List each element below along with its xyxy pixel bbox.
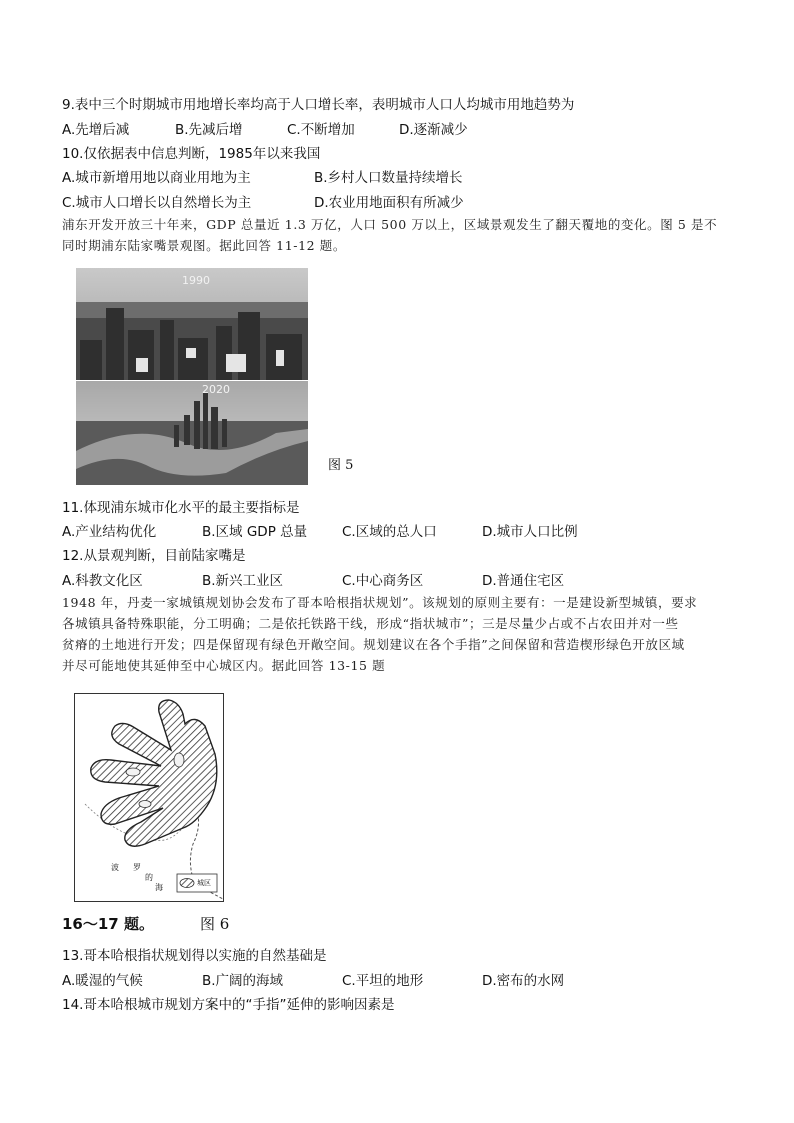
option-b: B.广阔的海域: [202, 973, 284, 989]
question-11-stem: 11.体现浦东城市化水平的最主要指标是: [62, 500, 300, 516]
sea-label-char: 的: [145, 873, 153, 882]
passage-line: 并尽可能地使其延伸至中心城区内。据此回答 13-15 题: [62, 658, 386, 673]
figure-6-caption: 图 6: [200, 915, 230, 933]
option-a: A.暖湿的气候: [62, 973, 143, 989]
option-d: D.农业用地面积有所减少: [314, 195, 464, 211]
finger-plan-map: [74, 693, 224, 902]
question-11-options: [62, 520, 762, 540]
option-b: B.先减后增: [175, 122, 243, 138]
option-d: D.逐渐减少: [399, 122, 468, 138]
legend-label: 城区: [197, 879, 211, 887]
sea-label-char: 海: [155, 883, 163, 892]
overlap-note: 16～17 题。: [62, 915, 154, 933]
option-b: B.区域 GDP 总量: [202, 524, 308, 540]
option-a: A.产业结构优化: [62, 524, 157, 540]
question-13-options: [62, 969, 762, 989]
option-c: C.城市人口增长以自然增长为主: [62, 195, 252, 211]
passage-pudong: [62, 214, 732, 256]
option-d: D.城市人口比例: [482, 524, 578, 540]
option-c: C.区域的总人口: [342, 524, 437, 540]
sea-label-char: 罗: [133, 863, 141, 872]
question-10-options-row2: [62, 191, 762, 211]
option-d: D.密布的水网: [482, 973, 565, 989]
photo-pudong-2020: [76, 381, 308, 485]
option-c: C.中心商务区: [342, 573, 424, 589]
passage-line: 同时期浦东陆家嘴景观图。据此回答 11-12 题。: [62, 238, 346, 253]
question-14-stem: 14.哥本哈根城市规划方案中的“手指”延伸的影响因素是: [62, 997, 395, 1013]
figure-5-caption: 图 5: [328, 458, 354, 473]
option-b: B.新兴工业区: [202, 573, 284, 589]
passage-line: 浦东开发开放三十年来，GDP 总量近 1.3 万亿，人口 500 万以上，区域景观发生了翻天覆地的变化。图 5 是不: [62, 217, 718, 232]
question-9-options: [62, 118, 762, 138]
passage-line: 各城镇具备特殊职能，分工明确；二是依托铁路干线，形成“指状城市”；三是尽量少占或不占农田并对一些: [62, 616, 679, 631]
question-9-stem: 9.表中三个时期城市用地增长率均高于人口增长率，表明城市人口人均城市用地趋势为: [62, 97, 575, 113]
sea-label-char: 波: [111, 863, 119, 872]
option-c: C.平坦的地形: [342, 973, 424, 989]
photo-pudong-1990: [76, 268, 308, 380]
passage-line: 贫瘠的土地进行开发；四是保留现有绿色开敞空间。规划建议在各个手指”之间保留和营造楔形绿色开放区域: [62, 637, 685, 652]
question-12-stem: 12.从景观判断，目前陆家嘴是: [62, 548, 246, 564]
photo-year-label: 1990: [182, 274, 210, 287]
option-a: A.城市新增用地以商业用地为主: [62, 170, 251, 186]
option-a: A.先增后减: [62, 122, 130, 138]
question-10-stem: 10.仅依据表中信息判断，1985年以来我国: [62, 146, 321, 162]
question-12-options: [62, 569, 762, 589]
passage-line: 1948 年，丹麦一家城镇规划协会发布了哥本哈根指状规划”。该规划的原则主要有：一是建设新型城镇，要求: [62, 595, 698, 610]
passage-copenhagen: [62, 592, 732, 676]
option-b: B.乡村人口数量持续增长: [314, 170, 463, 186]
option-c: C.不断增加: [287, 122, 355, 138]
question-13-stem: 13.哥本哈根指状规划得以实施的自然基础是: [62, 948, 327, 964]
photo-year-label: 2020: [202, 383, 230, 396]
option-a: A.科教文化区: [62, 573, 143, 589]
option-d: D.普通住宅区: [482, 573, 565, 589]
question-10-options-row1: [62, 166, 762, 186]
